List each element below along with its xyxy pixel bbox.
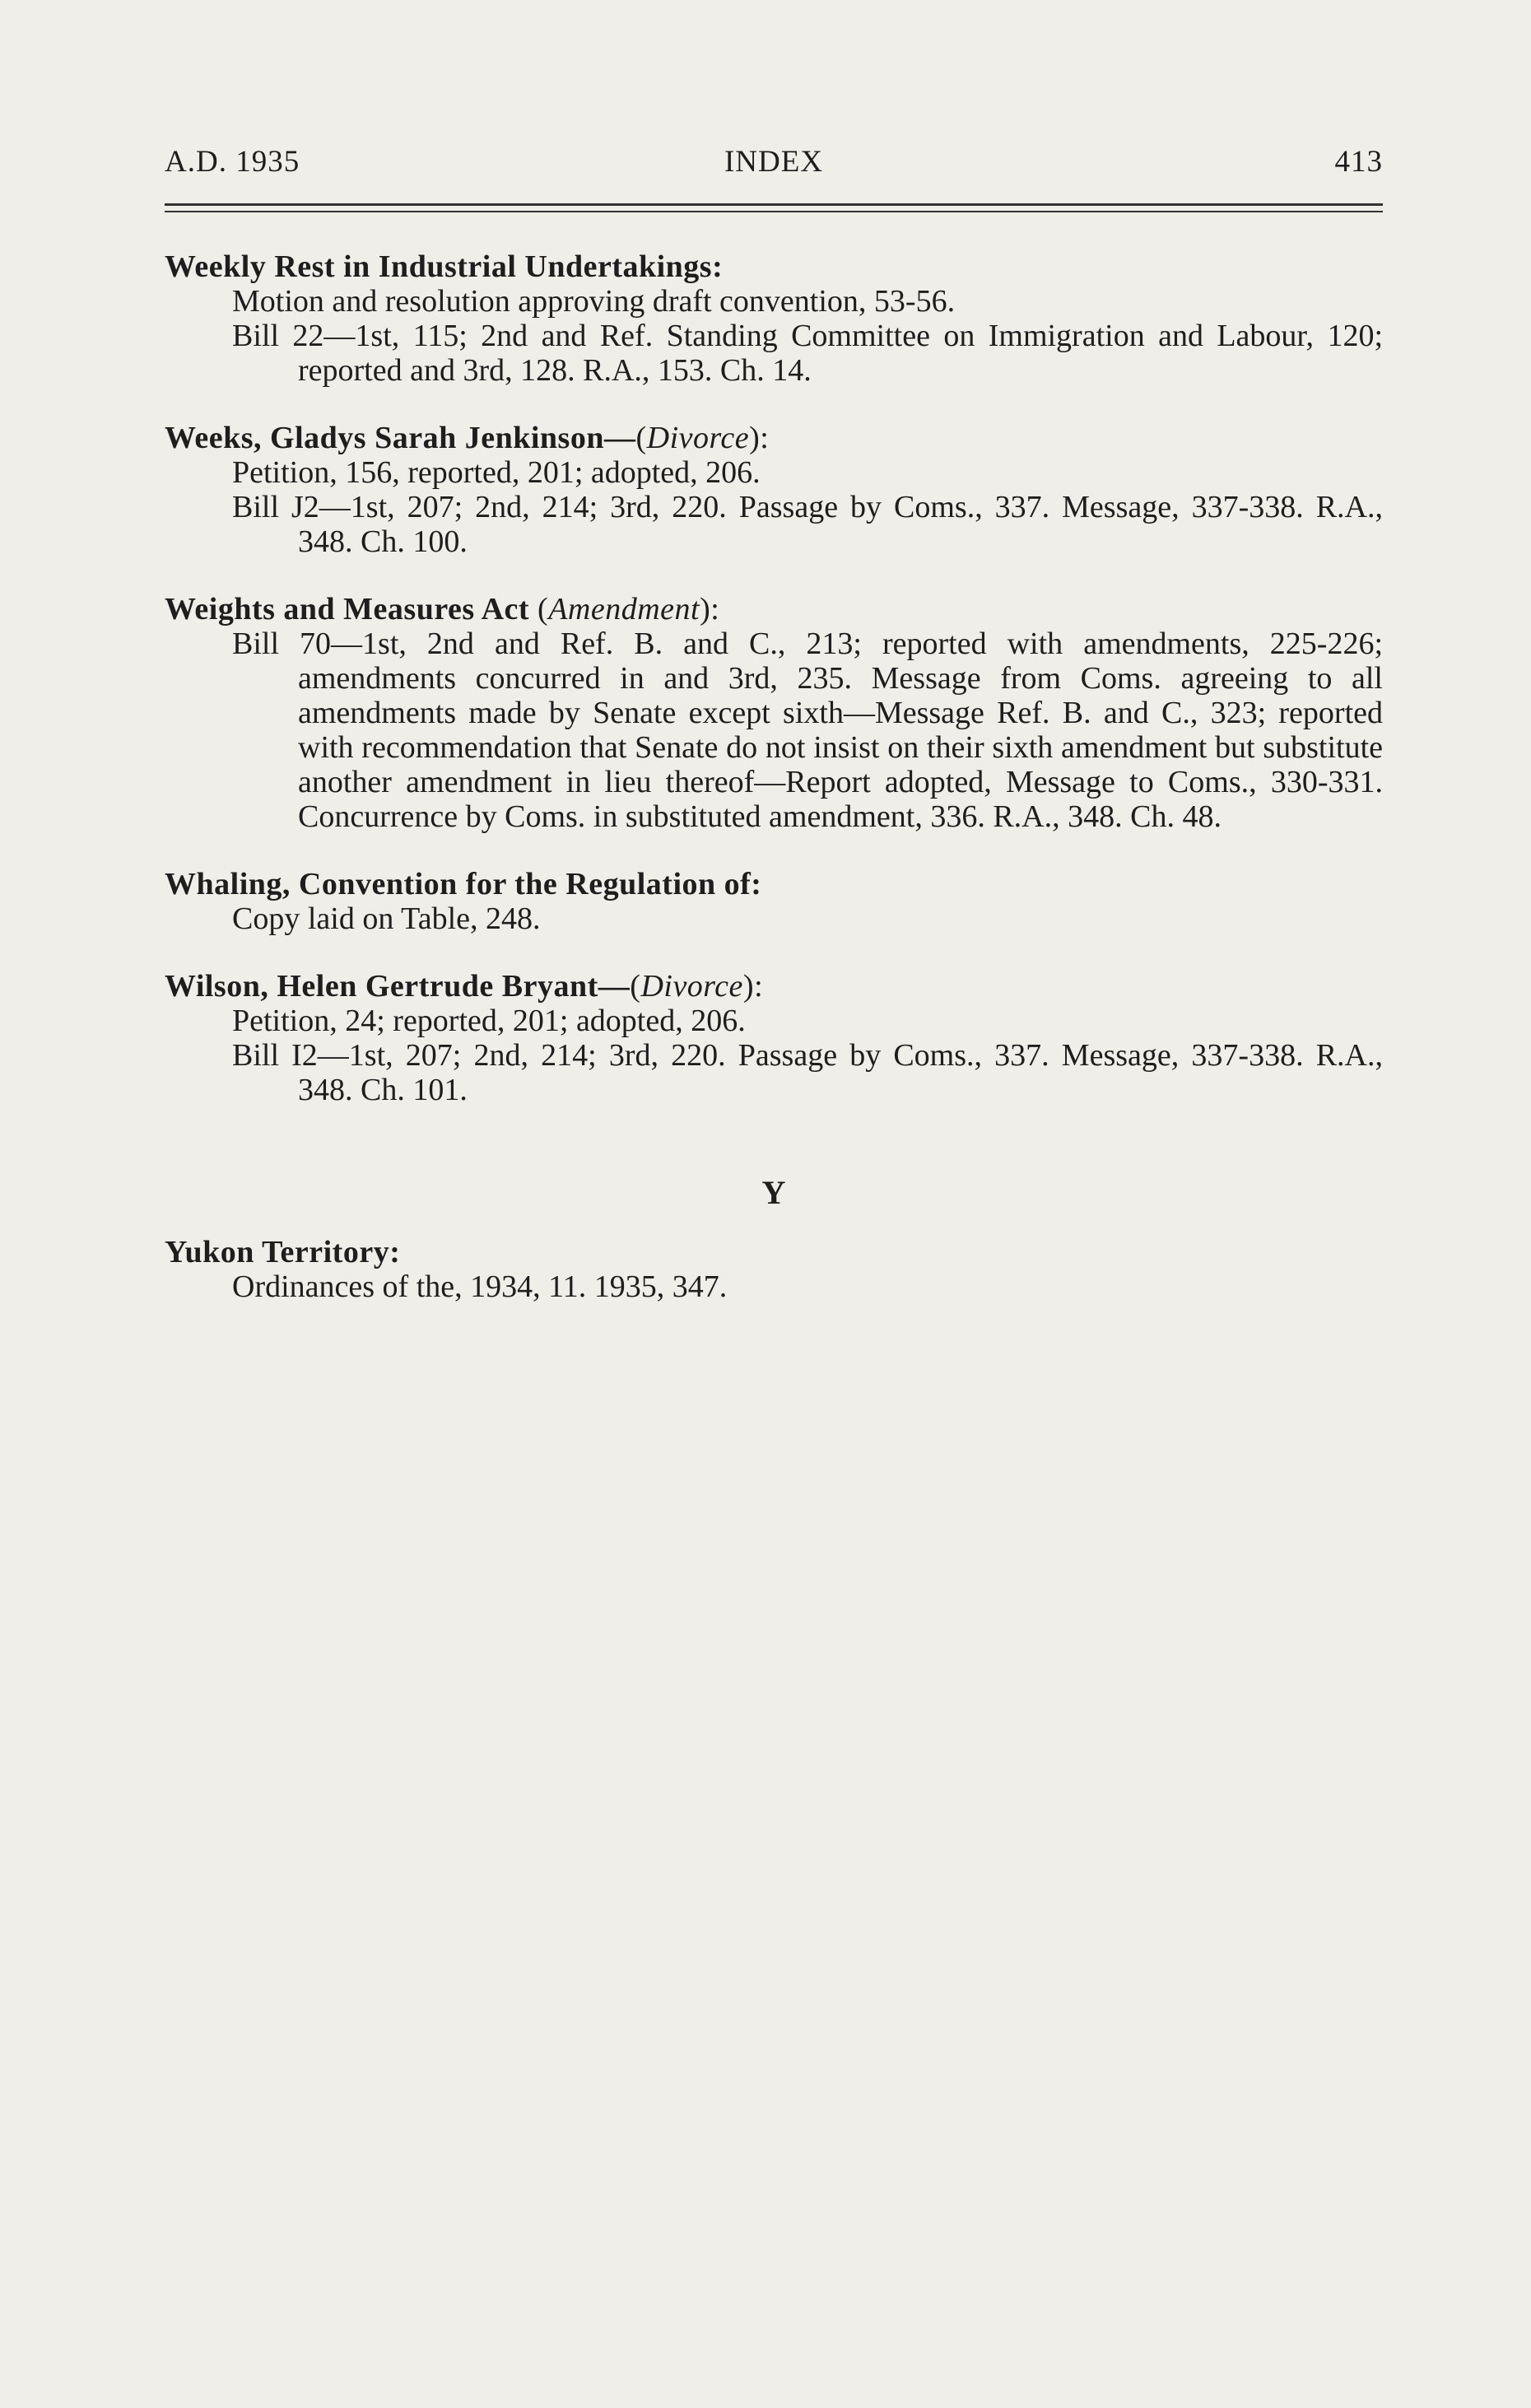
- qualifier-text: Divorce: [640, 969, 743, 1004]
- entry-line: Petition, 156, reported, 201; adopted, 206.: [232, 455, 761, 490]
- entry-qualifier: (Amendment):: [537, 592, 720, 626]
- entry-line: Petition, 24; reported, 201; adopted, 206.: [232, 1004, 746, 1038]
- entry-line: Bill 22—1st, 115; 2nd and Ref. Standing Committee on Immigration and Labour, 120; reported and 3rd, 128. R.A., 153. Ch. 14.: [232, 319, 1383, 388]
- index-page: [165, 144, 1383, 1304]
- index-entry-weeks: [165, 421, 1383, 559]
- index-entries: [165, 249, 1383, 1337]
- entry-line: Motion and resolution approving draft convention, 53-56.: [232, 284, 956, 319]
- entry-heading-text: Weights and Measures Act: [165, 592, 530, 626]
- running-header: [165, 144, 1383, 193]
- entry-line: Bill J2—1st, 207; 2nd, 214; 3rd, 220. Passage by Coms., 337. Message, 337-338. R.A., 348. Ch. 100.: [232, 490, 1383, 559]
- index-entry-weights-measures: [165, 592, 1383, 834]
- entry-line: Bill 70—1st, 2nd and Ref. B. and C., 213; reported with amendments, 225-226; amendments concurred in and 3rd, 235. Message from Coms. agreeing to all amendments made by Senate except sixth—Message Ref. B. and C., 323; reported with recommendation that Senate do not insist on their sixth amendment but substitute another amendment in lieu thereof—Report adopted, Message to Coms., 330-331. Concurrence by Coms. in substituted amendment, 336. R.A., 348. Ch. 48.: [232, 626, 1383, 834]
- index-entry-weekly-rest: [165, 249, 1383, 388]
- entry-line: Copy laid on Table, 248.: [232, 901, 541, 936]
- header-year: A.D. 1935: [165, 145, 300, 179]
- entry-heading: Yukon Territory:: [165, 1235, 401, 1269]
- entry-line: Ordinances of the, 1934, 11. 1935, 347.: [232, 1269, 728, 1304]
- entry-heading-text: Wilson, Helen Gertrude Bryant—: [165, 969, 631, 1004]
- entry-line: Bill I2—1st, 207; 2nd, 214; 3rd, 220. Passage by Coms., 337. Message, 337-338. R.A., 348. Ch. 101.: [232, 1038, 1383, 1107]
- header-rule-thick: [165, 203, 1383, 206]
- entry-heading: Weekly Rest in Industrial Undertakings:: [165, 249, 724, 284]
- index-entry-wilson: [165, 969, 1383, 1107]
- qualifier-text: Amendment: [548, 592, 700, 626]
- section-letter: Y: [761, 1174, 786, 1211]
- entry-heading: [165, 592, 1383, 626]
- entry-heading-text: Weeks, Gladys Sarah Jenkinson—: [165, 421, 636, 455]
- page-number: 413: [1334, 145, 1383, 179]
- entry-heading: [165, 421, 1383, 455]
- entry-heading: [165, 969, 1383, 1004]
- entry-qualifier: (Divorce):: [635, 421, 770, 455]
- index-entry-yukon: [165, 1235, 1383, 1304]
- entry-heading: Whaling, Convention for the Regulation of:: [165, 867, 762, 901]
- header-title: INDEX: [724, 145, 824, 179]
- qualifier-text: Divorce: [646, 421, 750, 455]
- index-entry-whaling: [165, 867, 1383, 936]
- entry-qualifier: (Divorce):: [630, 969, 764, 1004]
- header-rule-thin: [165, 211, 1383, 212]
